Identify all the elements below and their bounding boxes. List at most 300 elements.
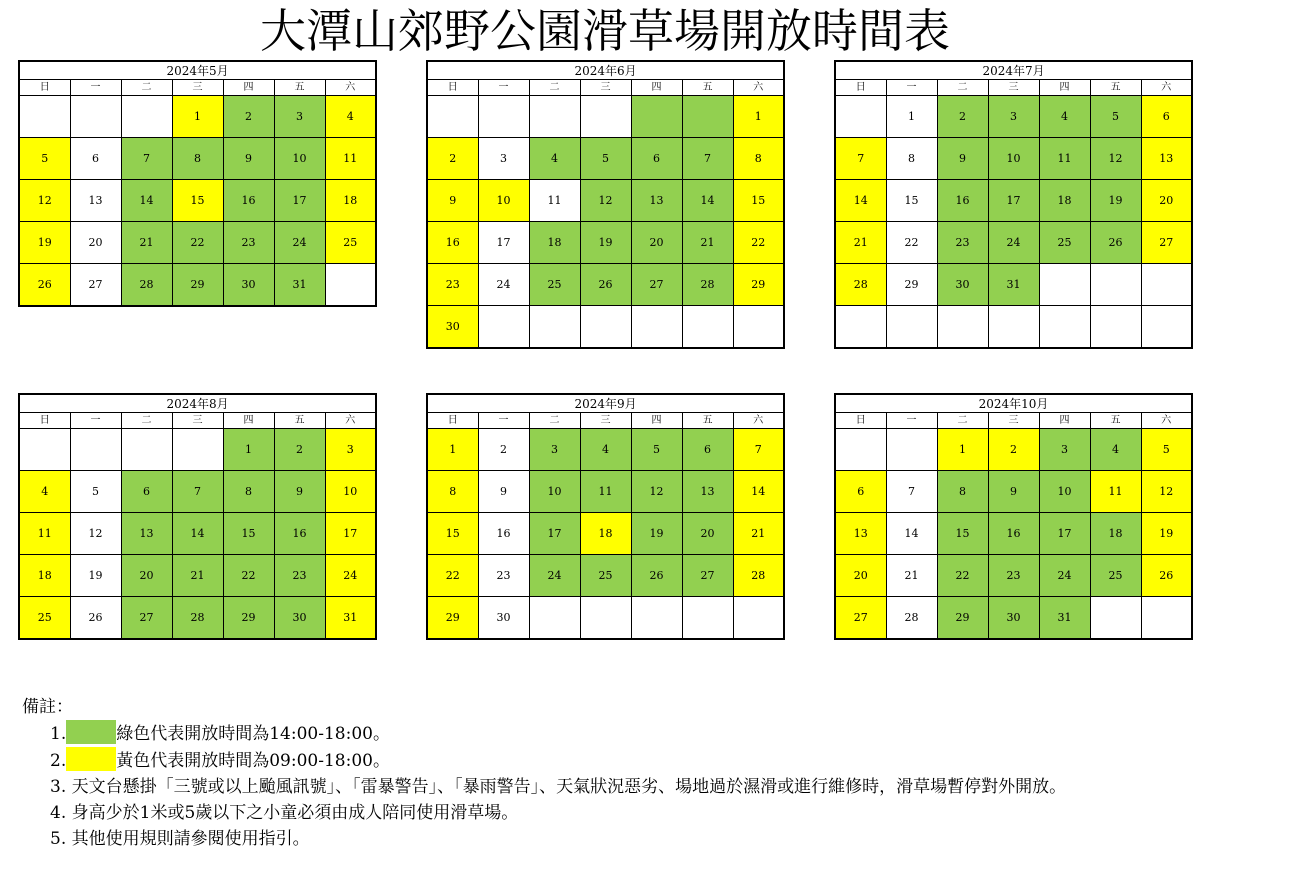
day-cell: 7 [886,471,937,513]
day-cell: 14 [835,180,886,222]
day-cell: 10 [1039,471,1090,513]
week-row [427,306,784,349]
day-cell [886,306,937,349]
day-cell: 14 [733,471,784,513]
day-cell: 1 [172,96,223,138]
day-cell: 6 [682,429,733,471]
weekday-header: 六 [1141,80,1192,96]
day-cell: 29 [937,597,988,640]
day-cell: 18 [1090,513,1141,555]
day-cell: 2 [937,96,988,138]
week-row [835,306,1192,349]
day-cell [886,429,937,471]
month-calendar [834,393,1193,640]
month-calendar [18,60,377,307]
week-row [427,555,784,597]
day-cell: 6 [631,138,682,180]
day-cell: 17 [274,180,325,222]
month-title: 2024年9月 [427,394,784,413]
day-cell [580,96,631,138]
day-cell [529,96,580,138]
day-cell: 28 [121,264,172,307]
notes-heading: 備註： [22,697,73,717]
day-cell: 4 [1090,429,1141,471]
day-cell: 28 [886,597,937,640]
note-1 [22,720,1066,747]
day-cell: 1 [733,96,784,138]
week-row [835,222,1192,264]
weekday-header: 四 [631,413,682,429]
day-cell: 13 [682,471,733,513]
day-cell: 31 [1039,597,1090,640]
day-cell: 19 [19,222,70,264]
weekday-header: 一 [70,413,121,429]
day-cell: 5 [1141,429,1192,471]
day-cell: 15 [427,513,478,555]
day-cell: 13 [70,180,121,222]
weekday-header: 六 [733,413,784,429]
day-cell: 11 [1039,138,1090,180]
day-cell: 12 [1090,138,1141,180]
day-cell: 4 [19,471,70,513]
day-cell: 29 [733,264,784,306]
day-cell: 21 [121,222,172,264]
day-cell: 3 [529,429,580,471]
week-row [427,597,784,640]
day-cell: 19 [1141,513,1192,555]
week-row [19,429,376,471]
day-cell: 9 [223,138,274,180]
day-cell: 14 [172,513,223,555]
page-title: 大潭山郊野公園滑草場開放時間表 [260,4,950,58]
day-cell: 31 [325,597,376,640]
green-swatch [66,720,116,744]
week-row [19,597,376,640]
weekday-header: 六 [733,80,784,96]
day-cell: 21 [835,222,886,264]
day-cell: 26 [631,555,682,597]
weekday-header: 一 [478,413,529,429]
day-cell: 22 [427,555,478,597]
weekday-header: 三 [172,80,223,96]
weekday-header: 一 [886,413,937,429]
day-cell: 5 [19,138,70,180]
day-cell: 17 [325,513,376,555]
day-cell [529,597,580,640]
weekday-header: 四 [1039,413,1090,429]
weekday-header: 六 [325,413,376,429]
week-row [835,264,1192,306]
day-cell: 1 [937,429,988,471]
day-cell: 8 [223,471,274,513]
day-cell [529,306,580,349]
month-title: 2024年10月 [835,394,1192,413]
day-cell: 11 [580,471,631,513]
day-cell [70,429,121,471]
weekday-header: 一 [70,80,121,96]
week-row [19,555,376,597]
week-row [427,513,784,555]
day-cell: 23 [988,555,1039,597]
weekday-header: 二 [937,413,988,429]
day-cell: 10 [988,138,1039,180]
day-cell: 18 [580,513,631,555]
day-cell: 25 [19,597,70,640]
day-cell: 25 [1039,222,1090,264]
day-cell: 1 [223,429,274,471]
day-cell: 10 [478,180,529,222]
day-cell: 14 [682,180,733,222]
day-cell: 13 [1141,138,1192,180]
day-cell: 3 [274,96,325,138]
weekday-header: 三 [988,413,1039,429]
day-cell [325,264,376,307]
day-cell [1090,264,1141,306]
week-row [835,180,1192,222]
week-row [19,138,376,180]
day-cell: 8 [733,138,784,180]
day-cell: 15 [886,180,937,222]
day-cell: 8 [937,471,988,513]
day-cell: 26 [1141,555,1192,597]
day-cell: 1 [427,429,478,471]
day-cell: 24 [478,264,529,306]
day-cell: 12 [19,180,70,222]
day-cell: 1 [886,96,937,138]
day-cell: 12 [631,471,682,513]
day-cell: 8 [427,471,478,513]
day-cell [1141,597,1192,640]
day-cell: 29 [172,264,223,307]
day-cell [172,429,223,471]
day-cell: 7 [121,138,172,180]
day-cell [1090,597,1141,640]
day-cell [1039,264,1090,306]
day-cell: 15 [172,180,223,222]
day-cell: 12 [580,180,631,222]
day-cell: 27 [1141,222,1192,264]
weekday-header: 日 [835,80,886,96]
day-cell: 8 [886,138,937,180]
week-row [835,429,1192,471]
month-calendar [18,393,377,640]
day-cell: 23 [274,555,325,597]
month-title: 2024年8月 [19,394,376,413]
day-cell: 23 [937,222,988,264]
day-cell [121,429,172,471]
day-cell [19,96,70,138]
day-cell: 24 [988,222,1039,264]
weekday-header: 日 [427,413,478,429]
day-cell: 26 [580,264,631,306]
day-cell: 23 [223,222,274,264]
note-5: 5. 其他使用規則請參閱使用指引。 [50,829,310,849]
day-cell: 7 [682,138,733,180]
day-cell: 9 [988,471,1039,513]
weekday-header: 五 [682,413,733,429]
day-cell: 5 [70,471,121,513]
day-cell: 22 [172,222,223,264]
weekday-header: 二 [121,80,172,96]
day-cell: 29 [223,597,274,640]
day-cell: 31 [988,264,1039,306]
day-cell: 18 [325,180,376,222]
weekday-header: 日 [19,80,70,96]
week-row [835,96,1192,138]
day-cell: 2 [427,138,478,180]
day-cell: 18 [1039,180,1090,222]
month-calendar [426,393,785,640]
day-cell: 17 [1039,513,1090,555]
day-cell: 17 [988,180,1039,222]
day-cell: 13 [121,513,172,555]
day-cell: 15 [937,513,988,555]
day-cell: 6 [1141,96,1192,138]
day-cell [121,96,172,138]
weekday-header: 五 [274,80,325,96]
day-cell [580,306,631,349]
day-cell: 2 [988,429,1039,471]
day-cell [1039,306,1090,349]
note-1-number: 1. [50,724,67,744]
day-cell: 4 [325,96,376,138]
day-cell: 25 [325,222,376,264]
day-cell: 26 [70,597,121,640]
day-cell [733,597,784,640]
note-2 [22,747,1066,774]
weekday-header: 三 [172,413,223,429]
day-cell: 22 [886,222,937,264]
day-cell: 18 [19,555,70,597]
day-cell: 9 [937,138,988,180]
weekday-header: 日 [19,413,70,429]
day-cell [1141,264,1192,306]
day-cell: 27 [631,264,682,306]
weekday-header: 四 [631,80,682,96]
day-cell: 6 [121,471,172,513]
day-cell: 25 [1090,555,1141,597]
day-cell: 3 [325,429,376,471]
weekday-header: 日 [427,80,478,96]
day-cell: 29 [886,264,937,306]
day-cell: 2 [274,429,325,471]
day-cell: 16 [223,180,274,222]
day-cell [1090,306,1141,349]
week-row [427,264,784,306]
day-cell: 11 [325,138,376,180]
day-cell: 4 [1039,96,1090,138]
day-cell: 30 [988,597,1039,640]
weekday-header: 三 [988,80,1039,96]
day-cell: 10 [274,138,325,180]
day-cell: 30 [427,306,478,349]
day-cell: 11 [1090,471,1141,513]
day-cell [580,597,631,640]
day-cell: 16 [274,513,325,555]
day-cell: 19 [1090,180,1141,222]
weekday-header: 日 [835,413,886,429]
day-cell: 11 [19,513,70,555]
week-row [835,597,1192,640]
weekday-header: 五 [682,80,733,96]
note-2-number: 2. [50,751,67,771]
day-cell: 24 [1039,555,1090,597]
day-cell: 4 [580,429,631,471]
weekday-header: 四 [223,80,274,96]
day-cell: 21 [733,513,784,555]
day-cell: 17 [529,513,580,555]
day-cell: 4 [529,138,580,180]
week-row [835,138,1192,180]
day-cell: 27 [682,555,733,597]
day-cell [631,96,682,138]
day-cell: 12 [1141,471,1192,513]
weekday-header: 六 [1141,413,1192,429]
day-cell: 22 [733,222,784,264]
day-cell: 19 [631,513,682,555]
day-cell [835,429,886,471]
day-cell [427,96,478,138]
month-title: 2024年6月 [427,61,784,80]
day-cell [1141,306,1192,349]
day-cell: 30 [274,597,325,640]
day-cell: 13 [631,180,682,222]
weekday-header: 二 [529,80,580,96]
day-cell [478,306,529,349]
day-cell [835,306,886,349]
month-calendar [426,60,785,349]
day-cell: 10 [529,471,580,513]
day-cell: 14 [886,513,937,555]
weekday-header: 三 [580,413,631,429]
day-cell: 20 [835,555,886,597]
day-cell: 23 [478,555,529,597]
week-row [427,96,784,138]
day-cell [631,597,682,640]
day-cell: 16 [427,222,478,264]
day-cell: 12 [70,513,121,555]
day-cell: 21 [172,555,223,597]
day-cell: 10 [325,471,376,513]
weekday-header: 五 [1090,413,1141,429]
day-cell: 25 [580,555,631,597]
week-row [19,471,376,513]
day-cell: 16 [988,513,1039,555]
day-cell: 6 [70,138,121,180]
day-cell: 16 [478,513,529,555]
day-cell: 3 [1039,429,1090,471]
day-cell: 20 [70,222,121,264]
day-cell: 31 [274,264,325,307]
weekday-header: 六 [325,80,376,96]
day-cell: 9 [478,471,529,513]
weekday-header: 一 [478,80,529,96]
weekday-header: 二 [529,413,580,429]
month-title: 2024年5月 [19,61,376,80]
weekday-header: 五 [274,413,325,429]
day-cell: 25 [529,264,580,306]
day-cell: 3 [988,96,1039,138]
month-title: 2024年7月 [835,61,1192,80]
day-cell [478,96,529,138]
week-row [19,264,376,307]
day-cell [733,306,784,349]
day-cell: 5 [1090,96,1141,138]
day-cell: 9 [274,471,325,513]
day-cell: 24 [274,222,325,264]
day-cell: 20 [1141,180,1192,222]
day-cell: 30 [223,264,274,307]
weekday-header: 五 [1090,80,1141,96]
day-cell: 28 [733,555,784,597]
week-row [19,222,376,264]
day-cell: 15 [733,180,784,222]
day-cell: 14 [121,180,172,222]
weekday-header: 二 [121,413,172,429]
weekday-header: 四 [1039,80,1090,96]
week-row [427,180,784,222]
week-row [427,471,784,513]
day-cell: 22 [223,555,274,597]
day-cell: 7 [733,429,784,471]
day-cell [835,96,886,138]
day-cell: 22 [937,555,988,597]
week-row [835,471,1192,513]
day-cell [988,306,1039,349]
day-cell [70,96,121,138]
week-row [19,180,376,222]
day-cell: 24 [325,555,376,597]
day-cell: 28 [835,264,886,306]
weekday-header: 二 [937,80,988,96]
day-cell: 9 [427,180,478,222]
day-cell [631,306,682,349]
day-cell: 6 [835,471,886,513]
week-row [19,513,376,555]
weekday-header: 一 [886,80,937,96]
day-cell [682,597,733,640]
day-cell: 19 [580,222,631,264]
weekday-header: 四 [223,413,274,429]
day-cell: 20 [121,555,172,597]
day-cell: 20 [682,513,733,555]
day-cell: 5 [631,429,682,471]
note-1-text: 綠色代表開放時間為14:00-18:00。 [116,724,390,744]
day-cell: 20 [631,222,682,264]
day-cell [19,429,70,471]
day-cell: 21 [682,222,733,264]
day-cell: 17 [478,222,529,264]
day-cell [937,306,988,349]
weekday-header: 三 [580,80,631,96]
day-cell: 2 [223,96,274,138]
day-cell: 30 [937,264,988,306]
day-cell: 23 [427,264,478,306]
day-cell: 28 [682,264,733,306]
day-cell: 7 [835,138,886,180]
day-cell: 2 [478,429,529,471]
day-cell: 5 [580,138,631,180]
day-cell: 8 [172,138,223,180]
note-4: 4. 身高少於1米或5歲以下之小童必須由成人陪同使用滑草場。 [50,803,519,823]
day-cell: 30 [478,597,529,640]
day-cell: 26 [19,264,70,307]
day-cell: 7 [172,471,223,513]
day-cell: 29 [427,597,478,640]
week-row [427,138,784,180]
day-cell: 11 [529,180,580,222]
day-cell: 26 [1090,222,1141,264]
